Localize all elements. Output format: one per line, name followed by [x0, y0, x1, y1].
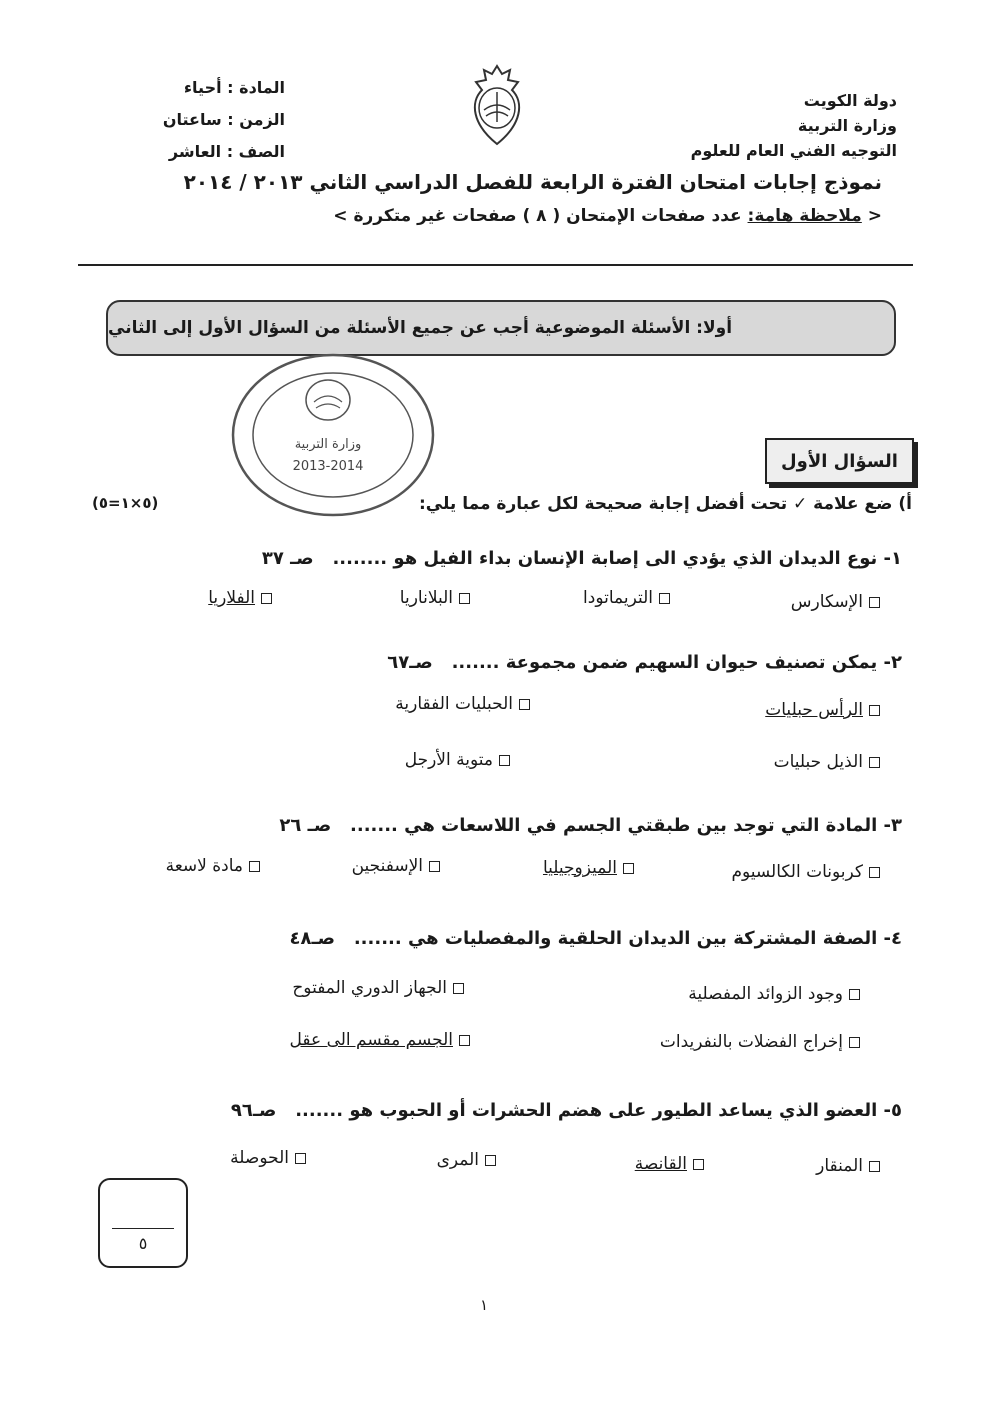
section-banner-text: أولا: الأسئلة الموضوعية أجب عن جميع الأسئلة من السؤال الأول إلى الثاني: [108, 318, 733, 338]
question-4: [82, 928, 902, 949]
checkbox-icon[interactable]: [869, 867, 880, 878]
note-text: عدد صفحات الإمتحان ( ٨ ) صفحات غير متكررة: [353, 206, 742, 226]
q5-option-1[interactable]: المنقار: [816, 1156, 880, 1176]
exam-info: [85, 72, 285, 168]
checkbox-icon[interactable]: [869, 597, 880, 608]
question-4-ref: صـ٤٨: [289, 928, 336, 949]
q5-option-2-correct[interactable]: القانصة: [635, 1154, 704, 1174]
q3-option-1[interactable]: كربونات الكالسيوم: [731, 862, 880, 882]
question-2-ref: صـ٦٧: [387, 652, 433, 673]
score-box[interactable]: [98, 1178, 188, 1268]
checkbox-icon[interactable]: [519, 699, 530, 710]
q5-option-4[interactable]: الحوصلة: [230, 1148, 306, 1168]
q5-option-3[interactable]: المرى: [437, 1150, 496, 1170]
checkbox-icon[interactable]: [459, 593, 470, 604]
question-3-text: ٣- المادة التي توجد بين طبقتي الجسم في اللاسعات هي .......: [350, 815, 902, 836]
note-arrow-open: <: [867, 206, 882, 226]
checkbox-icon[interactable]: [869, 1161, 880, 1172]
note-arrow-close: >: [333, 206, 348, 226]
checkbox-icon[interactable]: [453, 983, 464, 994]
grade-label: الصف : العاشر: [168, 142, 285, 161]
page-number: ١: [480, 1296, 489, 1314]
checkbox-icon[interactable]: [261, 593, 272, 604]
seal-year: 2013-2014: [292, 459, 364, 474]
state-name: دولة الكويت: [803, 91, 897, 110]
q2-option-4[interactable]: متوية الأرجل: [405, 750, 510, 770]
section-title: السؤال الأول: [781, 450, 898, 472]
q4-option-3[interactable]: إخراج الفضلات بالنفريدات: [660, 1032, 860, 1052]
checkbox-icon[interactable]: [869, 705, 880, 716]
checkbox-icon[interactable]: [459, 1035, 470, 1046]
q2-option-1-correct[interactable]: الرأس حبليات: [765, 700, 880, 720]
question-1-text: ١- نوع الديدان الذي يؤدي الى إصابة الإنسان بداء الفيل هو ........: [332, 548, 902, 569]
kuwait-emblem-icon: [462, 62, 532, 148]
checkbox-icon[interactable]: [849, 989, 860, 1000]
checkbox-icon[interactable]: [849, 1037, 860, 1048]
checkbox-icon[interactable]: [295, 1153, 306, 1164]
q1-option-4-correct[interactable]: الفلاريا: [208, 588, 272, 608]
q3-option-2-correct[interactable]: الميزوجيليا: [543, 858, 634, 878]
marks-label: (٥×١=٥): [92, 494, 159, 512]
q4-option-4-correct[interactable]: الجسم مقسم الى عقل: [290, 1030, 470, 1050]
checkbox-icon[interactable]: [693, 1159, 704, 1170]
checkbox-icon[interactable]: [485, 1155, 496, 1166]
question-2: [82, 652, 902, 673]
section-title-box: [765, 438, 914, 484]
ministry-name: وزارة التربية: [797, 116, 897, 135]
instruction: أ) ضع علامة ✓ تحت أفضل إجابة صحيحة لكل عبارة مما يلي:: [418, 494, 912, 514]
question-4-text: ٤- الصفة المشتركة بين الديدان الحلقية والمفصليات هي .......: [353, 928, 902, 949]
checkbox-icon[interactable]: [499, 755, 510, 766]
question-3: [82, 815, 902, 836]
department-name: التوجيه الفني العام للعلوم: [690, 141, 897, 160]
q1-option-2[interactable]: التريماتودا: [583, 588, 670, 608]
checkbox-icon[interactable]: [429, 861, 440, 872]
question-5-text: ٥- العضو الذي يساعد الطيور على هضم الحشرات أو الحبوب هو .......: [295, 1100, 902, 1121]
question-5: [82, 1100, 902, 1121]
q4-option-2[interactable]: الجهاز الدوري المفتوح: [292, 978, 464, 998]
question-3-ref: صـ ٢٦: [279, 815, 332, 836]
q4-option-1[interactable]: وجود الزوائد المفصلية: [688, 984, 860, 1004]
q3-option-3[interactable]: الإسفنجين: [352, 856, 440, 876]
score-denominator: ٥: [138, 1234, 148, 1253]
q2-option-3[interactable]: الذيل حبليات: [774, 752, 880, 772]
checkbox-icon[interactable]: [623, 863, 634, 874]
question-5-ref: صـ٩٦: [230, 1100, 277, 1121]
question-1-ref: صـ ٣٧: [261, 548, 314, 569]
time-label: الزمن : ساعتان: [162, 110, 285, 129]
checkbox-icon[interactable]: [249, 861, 260, 872]
note-label: ملاحظة هامة:: [747, 206, 862, 226]
q2-option-2[interactable]: الحبليات الفقارية: [395, 694, 530, 714]
exam-title: نموذج إجابات امتحان الفترة الرابعة للفصل الدراسي الثاني ٢٠١٣ / ٢٠١٤: [183, 170, 882, 194]
question-1: [82, 548, 902, 569]
header-institution: [597, 88, 897, 163]
checkbox-icon[interactable]: [869, 757, 880, 768]
checkbox-icon[interactable]: [659, 593, 670, 604]
q1-option-1[interactable]: الإسكارس: [791, 592, 880, 612]
header-divider: [78, 264, 913, 266]
q3-option-4[interactable]: مادة لاسعة: [166, 856, 260, 876]
subject-label: المادة : أحياء: [183, 78, 285, 97]
section-banner: [106, 300, 896, 356]
q1-option-3[interactable]: البلاناريا: [400, 588, 470, 608]
important-note: [182, 206, 882, 226]
seal-text: وزارة التربية: [294, 437, 362, 452]
score-divider: [112, 1228, 174, 1229]
question-2-text: ٢- يمكن تصنيف حيوان السهيم ضمن مجموعة .......: [451, 652, 902, 673]
